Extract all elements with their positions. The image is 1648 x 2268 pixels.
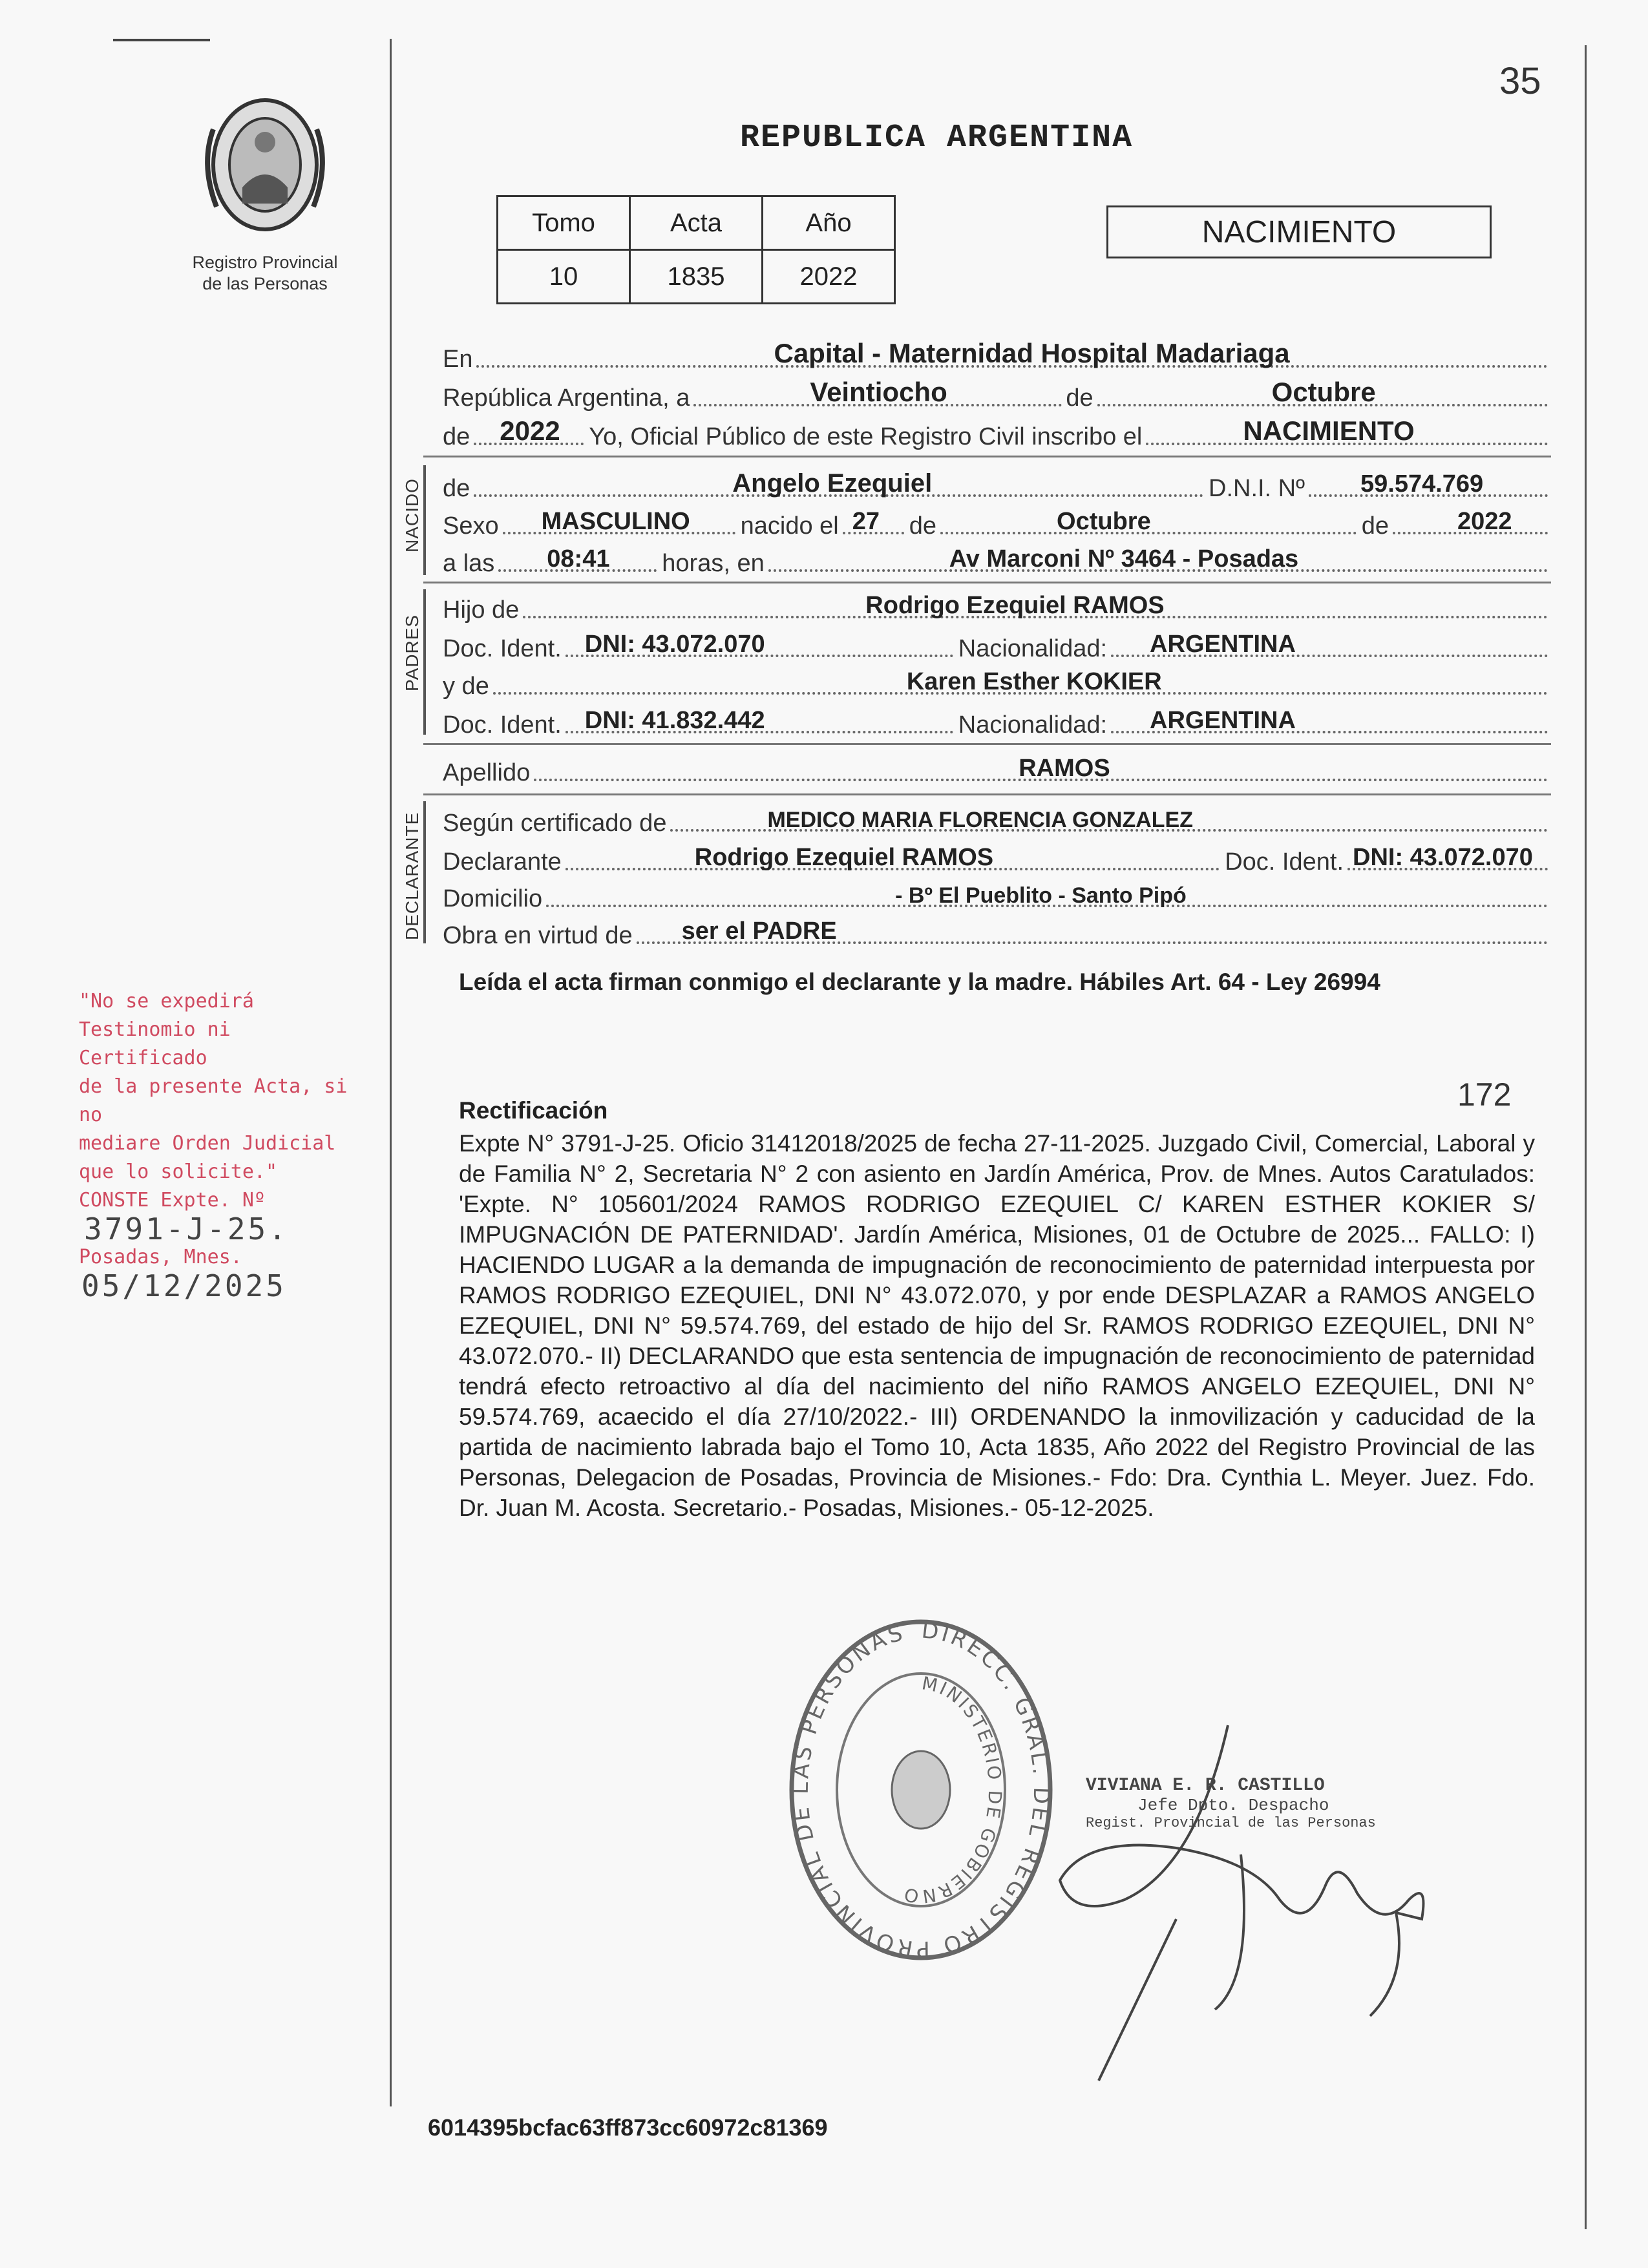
label-de: de: [1066, 384, 1093, 412]
row-apellido: [443, 750, 1548, 787]
rectificacion-title: Rectificación: [459, 1097, 608, 1124]
value-obra: ser el PADRE: [681, 918, 837, 945]
separator-3: [423, 743, 1551, 745]
document-type-box: NACIMIENTO: [1106, 205, 1492, 258]
value-dni: 59.574.769: [1360, 470, 1484, 498]
value-padre-doc: DNI: 43.072.070: [584, 631, 765, 658]
handwritten-expte: 3791-J-25.: [84, 1212, 289, 1246]
row-padre-doc: [443, 625, 1548, 663]
logo-caption-line-2: de las Personas: [202, 274, 328, 293]
red-stamp: [79, 987, 370, 1303]
label-dni: D.N.I. Nº: [1209, 475, 1305, 502]
row-inscripcion: [443, 414, 1548, 451]
value-mes-nac: Octubre: [1057, 508, 1151, 535]
separator-4: [423, 793, 1551, 795]
value-apellido: RAMOS: [1019, 755, 1110, 782]
label-de-anio: de: [443, 423, 470, 450]
label-yde: y de: [443, 673, 489, 700]
row-domicilio: [443, 876, 1548, 913]
seal-icon: [782, 1612, 1060, 1974]
value-lugar: Capital - Maternidad Hospital Madariaga: [774, 338, 1290, 368]
page-title: REPUBLICA ARGENTINA: [740, 120, 1134, 156]
side-label-nacido: NACIDO: [402, 478, 422, 552]
red-stamp-line-4: mediare Orden Judicial: [79, 1132, 336, 1155]
label-horas: horas, en: [662, 550, 765, 577]
value-acta: 1835: [630, 250, 763, 304]
row-hora: [443, 540, 1548, 578]
coat-of-arms-icon: [194, 90, 336, 252]
value-madre-nac: ARGENTINA: [1150, 707, 1296, 734]
value-certificado: MEDICO MARIA FLORENCIA GONZALEZ: [767, 808, 1194, 832]
registry-table: [496, 195, 896, 304]
label-doc-padre: Doc. Ident.: [443, 635, 562, 662]
label-nacionalidad-madre: Nacionalidad:: [958, 711, 1108, 739]
label-certificado: Según certificado de: [443, 810, 667, 837]
logo-caption-line-1: Registro Provincial: [192, 253, 338, 272]
label-de-nombre: de: [443, 475, 470, 502]
document-hash: 6014395bcfac63ff873cc60972c81369: [428, 2114, 828, 2141]
value-declarante-doc: DNI: 43.072.070: [1353, 844, 1533, 871]
red-stamp-line-7: Posadas, Mnes.: [79, 1246, 242, 1268]
declarante-bracket: [423, 801, 426, 943]
label-nacido: nacido el: [740, 512, 839, 540]
label-sexo: Sexo: [443, 512, 499, 540]
red-stamp-line-5: que lo solicite.": [79, 1160, 278, 1183]
label-oficial: Yo, Oficial Público de este Registro Civil inscribo el: [589, 423, 1143, 450]
separator-1: [423, 456, 1551, 457]
signatory-role: Jefe Dpto. Despacho: [1137, 1796, 1329, 1815]
red-stamp-line-3: de la presente Acta, si no: [79, 1075, 348, 1126]
official-seal: [782, 1612, 1060, 1974]
header-acta: Acta: [630, 196, 763, 250]
value-lugar-nac: Av Marconi Nº 3464 - Posadas: [949, 545, 1299, 572]
row-fecha: [443, 375, 1548, 412]
signatory-name: VIVIANA E. R. CASTILLO: [1086, 1776, 1325, 1796]
side-label-declarante: DECLARANTE: [402, 812, 422, 940]
label-de-anio-nac: de: [1361, 512, 1389, 540]
page-number: 35: [1499, 60, 1541, 102]
logo-caption: [162, 252, 368, 295]
label-alas: a las: [443, 550, 495, 577]
header-tomo: Tomo: [498, 196, 630, 250]
signature-scribble: [1047, 1706, 1448, 2094]
value-mes: Octubre: [1271, 377, 1376, 407]
row-lugar: [443, 336, 1548, 373]
closing-note: Leída el acta firman conmigo el declarante y la madre. Hábiles Art. 64 - Ley 26994: [459, 969, 1380, 995]
value-inscripcion: NACIMIENTO: [1243, 415, 1415, 446]
signatory-office: Regist. Provincial de las Personas: [1086, 1815, 1376, 1831]
label-domicilio: Domicilio: [443, 885, 543, 912]
row-sexo: [443, 503, 1548, 540]
signature-block: [1086, 1776, 1448, 1831]
value-dia-nac: 27: [852, 508, 880, 535]
right-margin-line: [1585, 45, 1587, 2229]
label-declarante: Declarante: [443, 848, 562, 876]
seal-inner-text: MINISTERIO DE GOBIERNO: [900, 1672, 1006, 1907]
header-anio: Año: [763, 196, 895, 250]
row-declarante: [443, 839, 1548, 876]
red-stamp-line-2: Testinomio ni Certificado: [79, 1018, 231, 1069]
row-obra: [443, 912, 1548, 950]
label-doc-madre: Doc. Ident.: [443, 711, 562, 739]
row-certificado: [443, 800, 1548, 837]
red-stamp-line-1: "No se expedirá: [79, 990, 254, 1013]
row-madre: [443, 663, 1548, 700]
value-nombre: Angelo Ezequiel: [732, 469, 933, 498]
label-en: En: [443, 346, 473, 373]
top-left-mark: [113, 39, 210, 41]
signature-icon: [1047, 1706, 1448, 2094]
handwritten-date: 05/12/2025: [81, 1268, 286, 1303]
value-tomo: 10: [498, 250, 630, 304]
value-anio: 2022: [763, 250, 895, 304]
side-label-padres: PADRES: [402, 614, 422, 691]
value-dia: Veintiocho: [810, 377, 947, 407]
label-de-mes-nac: de: [909, 512, 937, 540]
label-obra: Obra en virtud de: [443, 922, 633, 949]
rectificacion-text: Expte N° 3791-J-25. Oficio 31412018/2025 de fecha 27-11-2025. Juzgado Civil, Comercial, Laboral y de Familia N° 2, Secretaria N° 2 con asiento en Jardín América, Prov. de Mnes. Autos Caratulados: 'Expte. N° 105601/2024 RAMOS RODRIGO EZEQUIEL C/ KAREN ESTHER KOKIER S/ IMPUGNACIÓN DE PATERNIDAD'. Jardín América, Misiones, 01 de Octubre de 2025... FALLO: I) HACIENDO LUGAR a la demanda de impugnación de reconocimiento de paternidad interpuesta por RAMOS RODRIGO EZEQUIEL, DNI N° 43.072.070, y por ende DESPLAZAR a RAMOS ANGELO EZEQUIEL, DNI N° 59.574.769, del estado de hijo del Sr. RAMOS RODRIGO EZEQUIEL, DNI N° 43.072.070.- II) DECLARANDO que esta sentencia de impugnación de reconocimiento de paternidad tendrá efecto retroactivo al día del nacimiento del niño RAMOS ANGELO EZEQUIEL, DNI N° 59.574.769, acaecido el día 27/10/2022.- III) ORDENANDO la inmovilización y caducidad de la partida de nacimiento labrada bajo el Tomo 10, Acta 1835, Año 2022 del Registro Provincial de las Personas, Delegacion de Posadas, Provincia de Misiones.- Fdo: Dra. Cynthia L. Meyer. Juez. Fdo. Dr. Juan M. Acosta. Secretario.- Posadas, Misiones.- 05-12-2025.: [459, 1130, 1535, 1521]
value-hora: 08:41: [547, 545, 610, 572]
value-padre: Rodrigo Ezequiel RAMOS: [865, 592, 1165, 619]
left-margin-line: [390, 39, 392, 2106]
value-anio-nac: 2022: [1457, 508, 1512, 535]
label-apellido: Apellido: [443, 759, 531, 786]
seal-outer-text: DIRECC. GRAL. DEL REGISTRO PROVINCIAL DE LAS PERSONAS: [787, 1617, 1055, 1962]
row-madre-doc: [443, 702, 1548, 739]
margin-number: 172: [1457, 1076, 1512, 1113]
label-nacionalidad-padre: Nacionalidad:: [958, 635, 1108, 662]
separator-2: [423, 582, 1551, 583]
value-declarante: Rodrigo Ezequiel RAMOS: [694, 844, 994, 871]
province-logo: [194, 90, 336, 252]
value-padre-nac: ARGENTINA: [1150, 631, 1296, 658]
value-domicilio: - Bº El Pueblito - Santo Pipó: [895, 883, 1187, 908]
padres-bracket: [423, 589, 426, 735]
row-padre: [443, 587, 1548, 624]
red-stamp-line-6: CONSTE Expte. Nº: [79, 1189, 266, 1212]
label-doc-declarante: Doc. Ident.: [1225, 848, 1344, 876]
value-anio: 2022: [500, 415, 560, 446]
label-hijo: Hijo de: [443, 596, 520, 624]
value-madre: Karen Esther KOKIER: [906, 668, 1162, 695]
value-madre-doc: DNI: 41.832.442: [584, 707, 765, 734]
label-republica: República Argentina, a: [443, 384, 690, 412]
value-sexo: MASCULINO: [541, 508, 690, 535]
nacido-bracket: [423, 465, 426, 575]
row-nombre: [443, 465, 1548, 503]
